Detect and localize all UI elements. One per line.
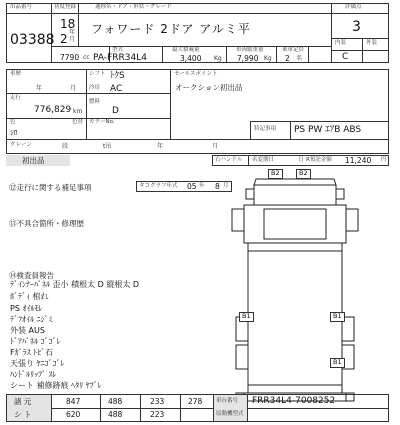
truck-diagram xyxy=(224,167,369,407)
fuel-value: D xyxy=(112,106,119,116)
weight-label: 車両総重量 xyxy=(236,47,264,53)
color-label: 色 xyxy=(10,119,16,125)
seats-label: 乗車定員 xyxy=(282,47,305,53)
damage-mark: B1 xyxy=(330,358,345,368)
divider xyxy=(276,46,277,63)
damage-mark: B1 xyxy=(330,312,345,322)
ac-value: AC xyxy=(110,84,123,94)
model-code: PA-FRR34L4 xyxy=(93,53,147,63)
recycle-label: R預託金額 xyxy=(306,157,332,163)
color-no-label: カラーNo. xyxy=(89,119,115,125)
defects-label: ⑬不具合箇所・修理歴 xyxy=(9,219,84,228)
divider xyxy=(331,38,389,39)
damage-mark: B2 xyxy=(296,169,311,179)
mileage-label: 走行 xyxy=(10,95,22,101)
crane-label: クレーン xyxy=(10,142,32,148)
report-line: ﾃﾞﾌｵｲﾙ ﾆｼﾞﾐ xyxy=(10,315,53,324)
grade-label: 初度登録 xyxy=(54,4,77,10)
report-line: ﾎﾞﾃﾞｨ 棺れ xyxy=(10,292,49,301)
max-load: 3,400 xyxy=(180,54,202,63)
divider xyxy=(6,93,170,94)
report-line: Fｶﾞﾗｽ ﾄﾋﾞ石 xyxy=(10,348,54,357)
spec-label: 諸 元 xyxy=(14,397,32,406)
tacho-year: 05 xyxy=(187,182,197,191)
handle-label: 右ハンドル xyxy=(215,157,243,163)
seats-unit: 名 xyxy=(296,55,303,62)
shift-value: ﾄｸS xyxy=(110,71,125,81)
sales-point-label: セールスポイント xyxy=(174,71,218,77)
spec-value: 847 xyxy=(66,397,81,406)
seat-value: 488 xyxy=(108,410,123,419)
seats: 2 xyxy=(285,54,290,63)
tacho-year-unit: 年 xyxy=(199,183,205,189)
score: 3 xyxy=(352,19,361,35)
reg-year-unit: 年 xyxy=(69,29,76,36)
engine-label: 原動機型式 xyxy=(216,411,244,417)
divider xyxy=(180,394,181,422)
divider xyxy=(308,46,309,63)
report-label: ⑭検査員報告 xyxy=(9,271,54,280)
divider xyxy=(78,3,79,46)
report-line: ﾄﾞｱﾊﾟﾈﾙ ｺﾞｺﾞﾚ xyxy=(10,337,61,346)
tacho-label: タコグラフ年式 xyxy=(139,183,178,189)
load-label: 最大積載量 xyxy=(172,47,200,53)
load-unit: Kg xyxy=(214,55,222,62)
mileage: 776,829 xyxy=(34,105,72,115)
divider xyxy=(247,394,248,422)
report-line: 天張り ﾔﾆｺﾞｺﾞﾚ xyxy=(10,359,65,368)
tacho-month: 8 xyxy=(215,182,220,191)
divider xyxy=(331,50,389,51)
equipment-label: 特記事項 xyxy=(254,126,277,132)
seat-value: 223 xyxy=(150,410,165,419)
history-label: 車歴 xyxy=(10,71,22,77)
fuel-label: 燃料 xyxy=(89,99,101,105)
seat-label: シ ト xyxy=(14,410,32,419)
divider xyxy=(140,394,141,422)
name-change-unit: 日 xyxy=(298,157,304,163)
divider xyxy=(331,3,332,63)
chassis-label: 車台番号 xyxy=(216,398,239,404)
divider xyxy=(170,69,171,139)
divider xyxy=(100,394,101,422)
report-line: 外装 AUS xyxy=(10,326,45,335)
lot-number: 03388 xyxy=(10,32,55,48)
eval-label: 評価点 xyxy=(345,4,362,10)
recycle-unit: 円 xyxy=(381,157,387,163)
equipment: PS PW ｴｱB ABS xyxy=(294,125,362,135)
name-change-label: 名変期日 xyxy=(252,157,275,163)
history-month-unit: 月 xyxy=(70,85,77,92)
spec-value: 233 xyxy=(150,397,165,406)
lot-label: 出品番号 xyxy=(10,4,33,10)
crane-unit-4: 月 xyxy=(212,143,219,150)
ac-label: 冷房 xyxy=(89,85,101,91)
report-line: ﾊﾝﾄﾞﾙﾘｯﾌﾟ ｽﾚ xyxy=(10,370,57,379)
reg-month: 2 xyxy=(60,32,68,46)
weight-unit: Kg xyxy=(264,55,272,62)
type-label: 型式 xyxy=(112,47,124,53)
damage-mark: B2 xyxy=(268,169,283,179)
history-notes-label: ⑫走行に関する補足事項 xyxy=(9,183,92,192)
interior-grade: C xyxy=(342,52,349,62)
divider xyxy=(250,121,389,122)
interior-label: 内装 xyxy=(335,40,347,46)
spec-value: 278 xyxy=(188,397,203,406)
crane-unit-2: t吊 xyxy=(103,143,112,150)
damage-mark: B1 xyxy=(239,312,254,322)
first-time-label: 初出品 xyxy=(22,156,45,165)
seat-value: 620 xyxy=(66,410,81,419)
divider xyxy=(226,46,227,63)
mileage-unit: km xyxy=(73,108,83,115)
displacement-unit: cc xyxy=(83,54,90,61)
model-label: 通称名・ドア・形状・グレード xyxy=(95,4,172,10)
divider xyxy=(6,118,170,119)
crane-unit-1: 段 xyxy=(62,143,69,150)
reg-month-unit: 月 xyxy=(69,36,76,43)
reg-year: 18 xyxy=(60,17,76,31)
sales-point: オークション初出品 xyxy=(175,83,243,92)
divider xyxy=(6,139,389,140)
divider xyxy=(6,408,389,409)
divider xyxy=(86,69,87,139)
recycle-value: 11,240 xyxy=(345,156,372,165)
spec-value: 488 xyxy=(108,397,123,406)
history-year-unit: 年 xyxy=(36,85,43,92)
color-change-label: 色替 xyxy=(72,119,84,125)
crane-unit-3: 年 xyxy=(157,143,164,150)
divider xyxy=(248,155,249,166)
divider xyxy=(250,121,251,139)
divider xyxy=(162,46,163,63)
gross-weight: 7,990 xyxy=(237,54,259,63)
displacement: 7790 xyxy=(60,53,80,62)
report-line: ﾃﾞｲﾝﾅｰﾊﾟﾈﾙ 歪小 積根太 D 縦根太 D xyxy=(10,280,140,289)
tacho-month-unit: 月 xyxy=(223,183,229,189)
chassis-number: FRR34L4-7008252 xyxy=(252,396,336,406)
report-line: PS ｵｲﾙﾓﾚ xyxy=(10,304,43,313)
report-line: シート 補修跡痕 ﾍﾀﾘ ﾔﾌﾞﾚ xyxy=(10,381,102,390)
shift-label: シフト xyxy=(89,71,106,77)
color-value: ｼﾛ xyxy=(10,128,18,137)
model-name: フォワード 2ドア アルミ平 xyxy=(91,22,251,36)
divider xyxy=(51,394,52,422)
divider xyxy=(290,121,291,139)
exterior-label: 外装 xyxy=(366,40,378,46)
